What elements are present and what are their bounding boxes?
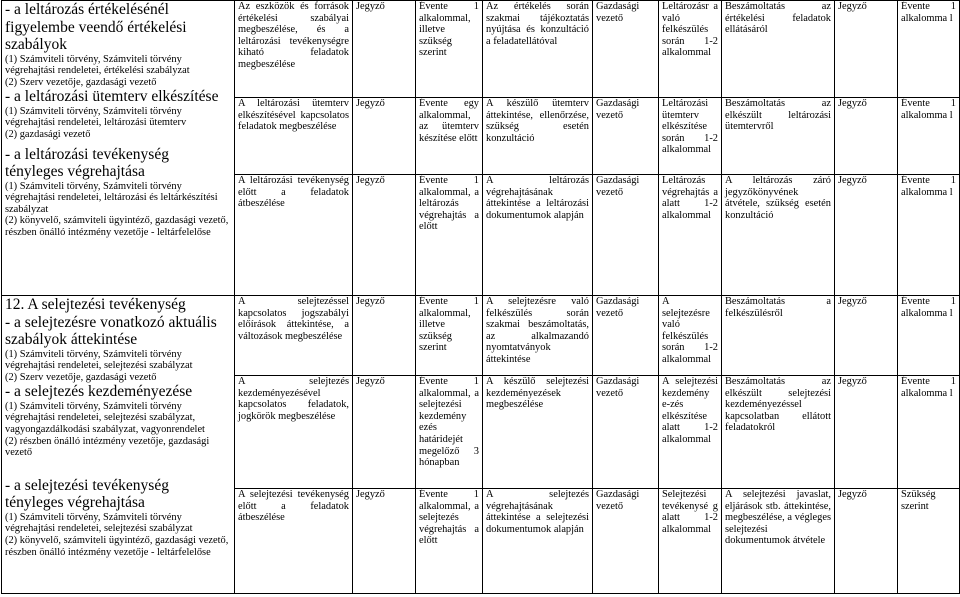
task-cell: A leltározási tevékenység előtt a feladatok átbeszélése (235, 175, 353, 296)
report-frequency-cell: Évente 1 alkalomma l (898, 376, 960, 489)
frequency-cell: Évente 1 alkalommal, illetve szükség szerint (416, 1, 483, 98)
area-reference: (1) Számviteli törvény, Számviteli törvény végrehajtási rendeletei, leltározási ütemterv (5, 105, 187, 129)
area-description-cell (2, 1, 235, 296)
task-cell: A selejtezés kezdeményezésével kapcsolatos feladatok, jogkörök megbeszélése (235, 376, 353, 489)
area-reference: (1) Számviteli törvény, Számviteli törvény végrehajtási rendeletei, értékelési szabályzat (5, 53, 190, 77)
task-cell: A leltározási ütemterv elkészítésével kapcsolatos feladatok megbeszélése (235, 98, 353, 175)
frequency-cell: Évente 1 alkalommal, a leltározás végrehajtás a előtt (416, 175, 483, 296)
area-reference: (2) könyvelő, számviteli ügyintéző, gazdasági vezető, részben önálló intézmény vezetője - leltárfelelőse (5, 534, 229, 558)
method-cell: A készülő selejtezési kezdeményezések megbeszélése (483, 376, 593, 489)
recipient-cell: Jegyző (835, 296, 898, 376)
timing-cell: Leltározásr a való felkészülés során 1-2 alkalommal (659, 1, 722, 98)
responsible-cell: Jegyző (353, 175, 416, 296)
responsible-cell: Jegyző (353, 1, 416, 98)
reporting-cell: Beszámoltatás az értékelési feladatok ellátásáról (722, 1, 835, 98)
reporting-cell: A selejtezési javaslat, eljárások stb. áttekintése, megbeszélése, a végleges selejtezési dokumentumok átvétele (722, 489, 835, 594)
area-heading: - a selejtezési tevékenység tényleges végrehajtása (5, 476, 169, 512)
responsible-cell: Jegyző (353, 98, 416, 175)
task-cell: Az eszközök és források értékelési szabályai megbeszélése, és a leltározási tevékenységre kiható feladatok megbeszélése (235, 1, 353, 98)
reporting-cell: A leltározás záró jegyzőkönyvének átvétele, szükség esetén konzultáció (722, 175, 835, 296)
area-reference: (2) Szerv vezetője, gazdasági vezető (5, 371, 157, 383)
section-heading: 12. A selejtezési tevékenység (5, 296, 186, 313)
frequency-cell: Évente egy alkalommal, az ütemterv készítése előtt (416, 98, 483, 175)
area-heading: - a leltározási tevékenység tényleges végrehajtása (5, 145, 169, 181)
reporting-cell: Beszámoltatás az elkészült leltározási ütemtervről (722, 98, 835, 175)
recipient-cell: Jegyző (835, 1, 898, 98)
timing-cell: A selejtezésre való felkészülés során 1-2 alkalommal (659, 296, 722, 376)
recipient-cell: Jegyző (835, 98, 898, 175)
recipient-cell: Jegyző (835, 376, 898, 489)
area-reference: (2) könyvelő, számviteli ügyintéző, gazdasági vezető, részben önálló intézmény vezetője - leltárfelelőse (5, 215, 229, 238)
timing-cell: Leltározási ütemterv elkészítése során 1-2 alkalommal (659, 98, 722, 175)
report-frequency-cell: Évente 1 alkalomma l (898, 98, 960, 175)
area-heading: - a selejtezésre vonatkozó aktuális szabályok áttekintése (5, 313, 217, 348)
method-cell: A selejtezésre való felkészülés során szakmai beszámoltatás, az alkalmazandó nyomtatványok áttekintése (483, 296, 593, 376)
area-reference: (2) részben önálló intézmény vezetője, gazdasági vezető (5, 435, 210, 459)
area-reference: (1) Számviteli törvény, Számviteli törvény végrehajtási rendeletei, selejtezési szabályzat, vagyongazdálkodási szabályzat, vagyonrendelet (5, 400, 205, 435)
frequency-cell: Évente 1 alkalommal, a selejtezési kezdemény ezés határidejét megelőző 3 hónapban (416, 376, 483, 489)
area-heading: - a leltározás értékelésénél figyelembe veendő értékelési szabályok (5, 1, 187, 53)
performer-cell: Gazdasági vezető (593, 1, 659, 98)
responsible-cell: Jegyző (353, 296, 416, 376)
report-frequency-cell: Évente 1 alkalomma l (898, 296, 960, 376)
area-reference: (1) Számviteli törvény, Számviteli törvény végrehajtási rendeletei, selejtezési szabályzat (5, 511, 193, 535)
responsible-cell: Jegyző (353, 489, 416, 594)
spacer (5, 459, 231, 477)
reporting-cell: Beszámoltatás a felkészülésről (722, 296, 835, 376)
recipient-cell: Jegyző (835, 489, 898, 594)
timing-cell: Selejtezési tevékenysé g alatt 1-2 alkalommal (659, 489, 722, 594)
timing-cell: A selejtezési kezdemény e-zés elkészítése alatt 1-2 alkalommal (659, 376, 722, 489)
method-cell: A selejtezés végrehajtásának áttekintése a selejtezési dokumentumok alapján (483, 489, 593, 594)
table-row (2, 296, 960, 376)
performer-cell: Gazdasági vezető (593, 175, 659, 296)
performer-cell: Gazdasági vezető (593, 98, 659, 175)
area-reference: (1) Számviteli törvény, Számviteli törvény végrehajtási rendeletei, leltározási és leltárkészítési szabályzat (5, 180, 218, 215)
oversight-table (1, 0, 960, 594)
area-heading: - a leltározási ütemterv elkészítése (5, 88, 219, 106)
method-cell: Az értékelés során szakmai tájékoztatás nyújtása és konzultáció a feladatellátóval (483, 1, 593, 98)
reporting-cell: Beszámoltatás az elkészült selejtezési kezdeményezéssel kapcsolatban ellátott feladatokról (722, 376, 835, 489)
responsible-cell: Jegyző (353, 376, 416, 489)
report-frequency-cell: Szükség szerint (898, 489, 960, 594)
method-cell: A leltározás végrehajtásának áttekintése a leltározási dokumentumok alapján (483, 175, 593, 296)
area-reference: (2) Szerv vezetője, gazdasági vezető (5, 76, 157, 88)
timing-cell: Leltározás végrehajtás a alatt 1-2 alkalommal (659, 175, 722, 296)
area-reference: (2) gazdasági vezető (5, 128, 91, 140)
performer-cell: Gazdasági vezető (593, 489, 659, 594)
task-cell: A selejtezéssel kapcsolatos jogszabályi előírások áttekintése, a változások megbeszélése (235, 296, 353, 376)
task-cell: A selejtezési tevékenység előtt a feladatok átbeszélése (235, 489, 353, 594)
table-row (2, 1, 960, 98)
report-frequency-cell: Évente 1 alkalomma l (898, 175, 960, 296)
area-heading: - a selejtezés kezdeményezése (5, 383, 193, 401)
report-frequency-cell: Évente 1 alkalomma l (898, 1, 960, 98)
performer-cell: Gazdasági vezető (593, 296, 659, 376)
area-reference: (1) Számviteli törvény, Számviteli törvény végrehajtási rendeletei, selejtezési szabályzat (5, 348, 193, 372)
frequency-cell: Évente 1 alkalommal, a selejtezés végrehajtás a előtt (416, 489, 483, 594)
method-cell: A készülő ütemterv áttekintése, ellenőrzése, szükség esetén konzultáció (483, 98, 593, 175)
performer-cell: Gazdasági vezető (593, 376, 659, 489)
recipient-cell: Jegyző (835, 175, 898, 296)
frequency-cell: Évente 1 alkalommal, illetve szükség szerint (416, 296, 483, 376)
area-description-cell (2, 296, 235, 594)
